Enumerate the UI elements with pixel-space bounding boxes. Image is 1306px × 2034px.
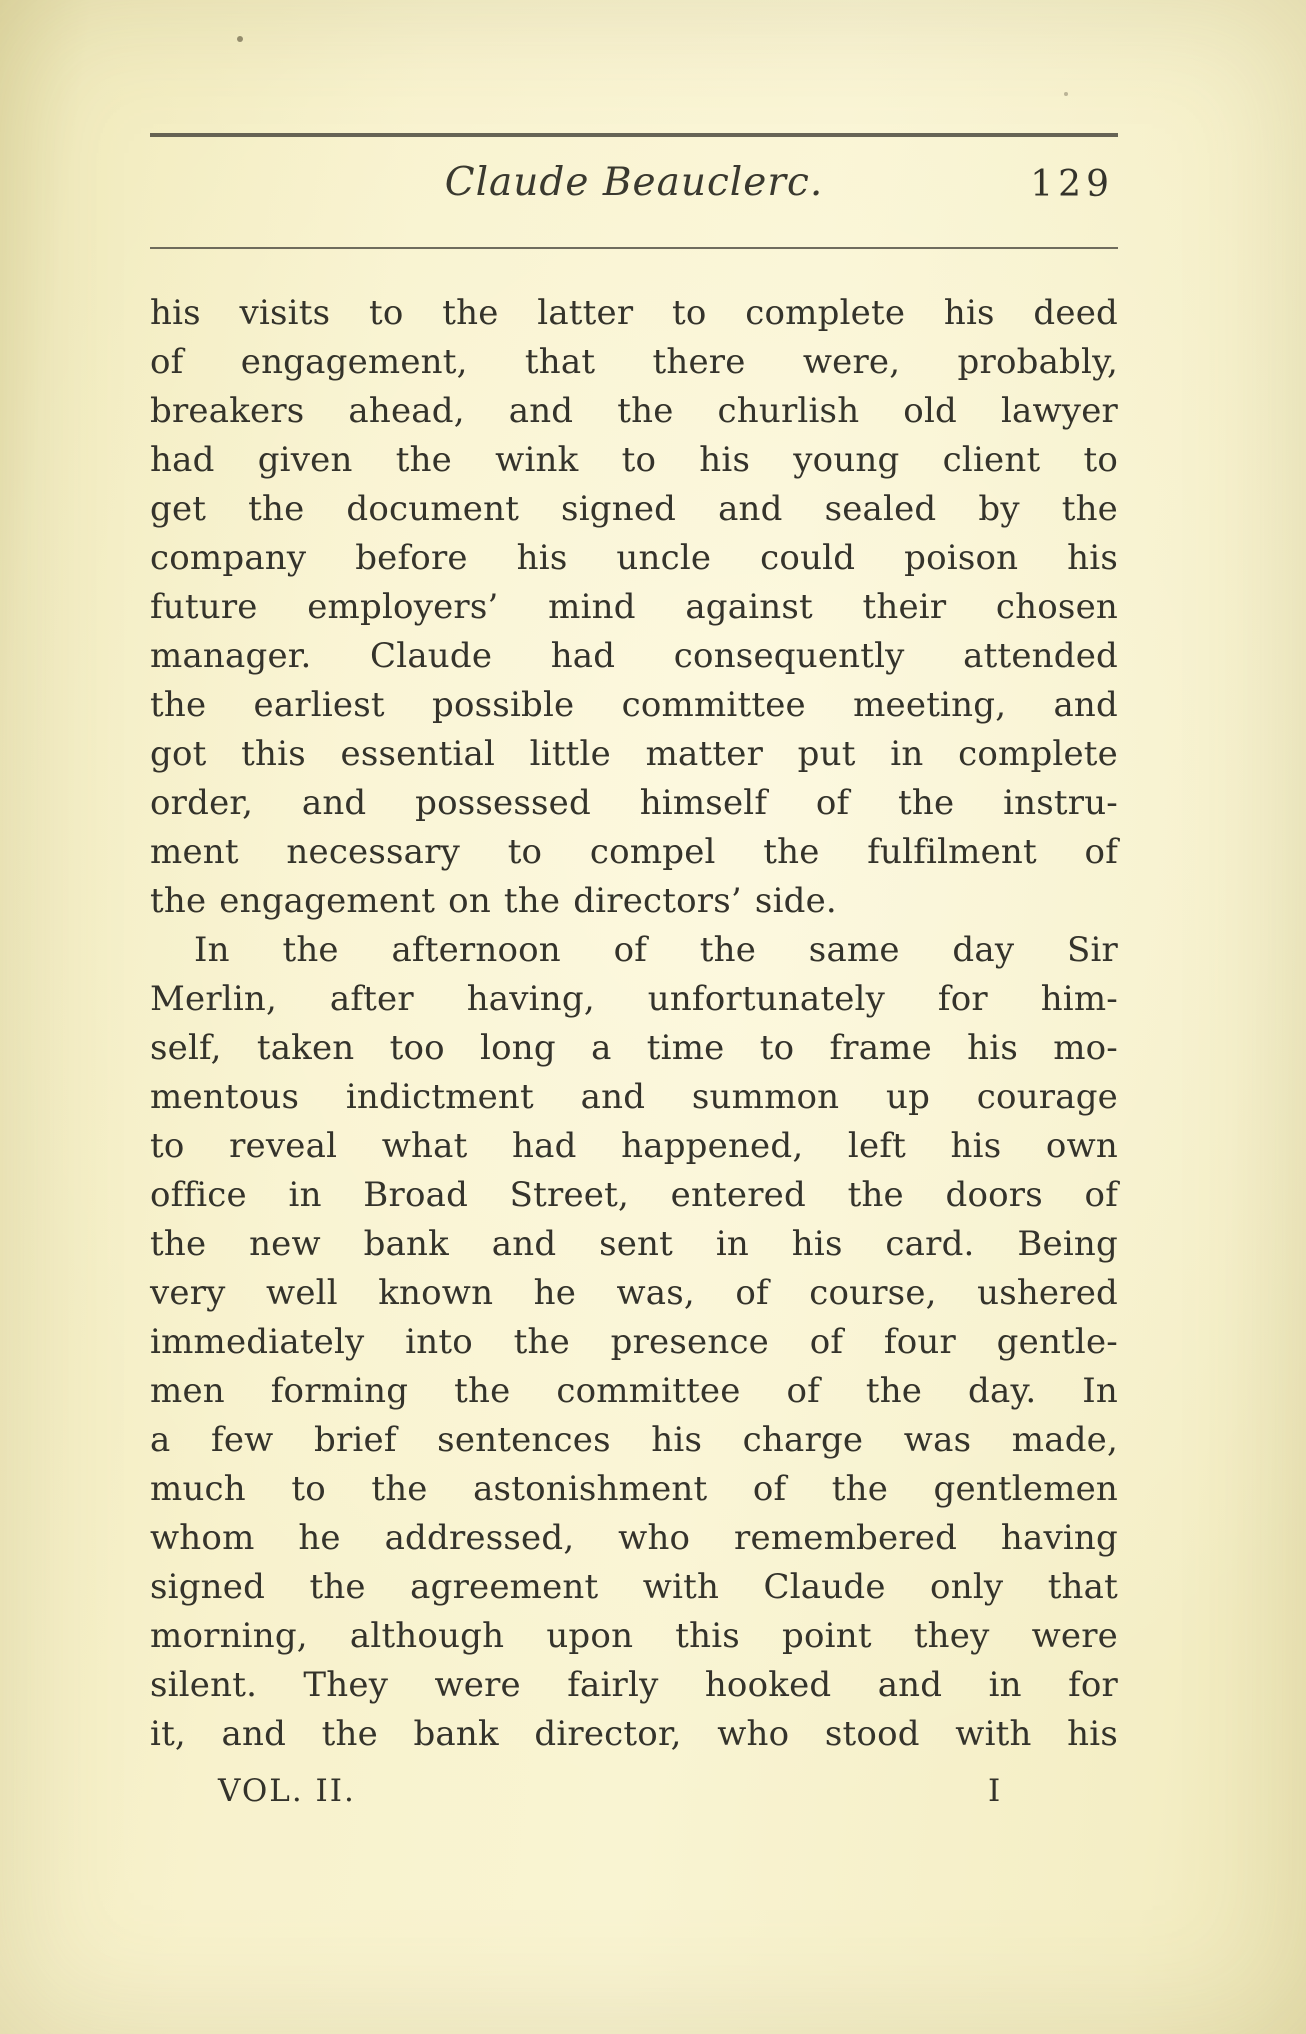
text-line: breakers ahead, and the churlish old lawyer: [150, 391, 1118, 431]
text-line: immediately into the presence of four gentle-: [150, 1322, 1118, 1362]
text-line: of engagement, that there were, probably,: [150, 342, 1118, 382]
paragraph: [150, 926, 1118, 1759]
text-line: mentous indictment and summon up courage: [150, 1077, 1118, 1117]
running-head-title: Claude Beauclerc.: [444, 160, 824, 205]
text-line: the earliest possible committee meeting, and: [150, 685, 1118, 725]
text-line: a few brief sentences his charge was made,: [150, 1420, 1118, 1460]
text-line: office in Broad Street, entered the doors of: [150, 1175, 1118, 1215]
paragraph: [150, 289, 1118, 926]
header-top-rule: [150, 133, 1118, 137]
text-line: order, and possessed himself of the instru-: [150, 783, 1118, 823]
text-line: had given the wink to his young client to: [150, 440, 1118, 480]
text-line: the engagement on the directors’ side.: [150, 881, 837, 921]
text-line: whom he addressed, who remembered having: [150, 1518, 1118, 1558]
text-line: company before his uncle could poison his: [150, 538, 1118, 578]
text-line: men forming the committee of the day. In: [150, 1371, 1118, 1411]
text-line: the new bank and sent in his card. Being: [150, 1224, 1118, 1264]
text-line: to reveal what had happened, left his own: [150, 1126, 1118, 1166]
running-header: [150, 160, 1118, 205]
footer-volume: VOL. II.: [218, 1773, 356, 1809]
text-line: very well known he was, of course, ushered: [150, 1273, 1118, 1313]
text-line: future employers’ mind against their chosen: [150, 587, 1118, 627]
text-line: Merlin, after having, unfortunately for him-: [150, 979, 1118, 1019]
text-line: get the document signed and sealed by the: [150, 489, 1118, 529]
footer-signature: I: [988, 1773, 1001, 1809]
paper-speck: [1064, 92, 1068, 96]
text-line: morning, although upon this point they were: [150, 1616, 1118, 1656]
paper-speck: [237, 36, 243, 42]
text-line: self, taken too long a time to frame his mo-: [150, 1028, 1118, 1068]
text-line: it, and the bank director, who stood with his: [150, 1714, 1118, 1754]
text-line: got this essential little matter put in complete: [150, 734, 1118, 774]
text-line: ment necessary to compel the fulfilment of: [150, 832, 1118, 872]
text-line: In the afternoon of the same day Sir: [194, 930, 1118, 970]
page-footer: [150, 1773, 1118, 1809]
header-bottom-rule: [150, 247, 1118, 249]
text-line: much to the astonishment of the gentlemen: [150, 1469, 1118, 1509]
text-line: manager. Claude had consequently attended: [150, 636, 1118, 676]
text-line: his visits to the latter to complete his deed: [150, 293, 1118, 333]
body-text: [150, 289, 1118, 1759]
text-line: signed the agreement with Claude only that: [150, 1567, 1118, 1607]
page-number: 129: [1030, 164, 1114, 205]
text-line: silent. They were fairly hooked and in for: [150, 1665, 1118, 1705]
